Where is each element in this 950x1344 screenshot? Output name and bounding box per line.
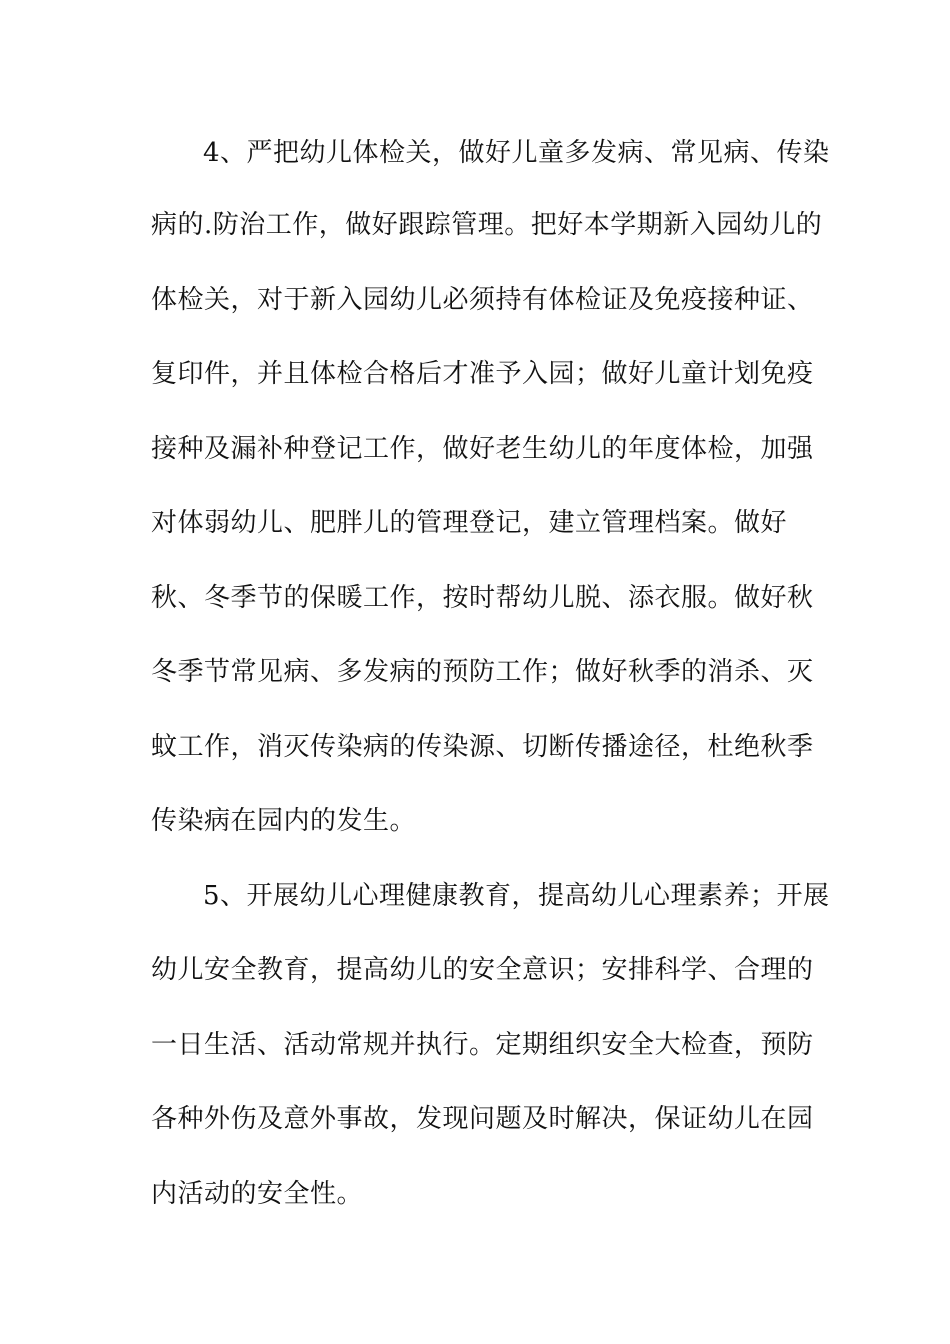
- paragraph-1-line-8: 冬季节常见病、多发病的预防工作；做好秋季的消杀、灭: [151, 657, 814, 687]
- paragraph-1-line-3: 体检关，对于新入园幼儿必须持有体检证及免疫接种证、: [151, 285, 814, 315]
- paragraph-1-line-1: 4、严把幼儿体检关，做好儿童多发病、常见病、传染: [203, 138, 830, 168]
- paragraph-2-line-2: 幼儿安全教育，提高幼儿的安全意识；安排科学、合理的: [151, 955, 814, 985]
- paragraph-2-line-1: 5、开展幼儿心理健康教育，提高幼儿心理素养；开展: [203, 881, 830, 911]
- paragraph-1-line-6: 对体弱幼儿、肥胖儿的管理登记，建立管理档案。做好: [151, 508, 788, 538]
- paragraph-1-line-10: 传染病在园内的发生。: [151, 806, 417, 836]
- paragraph-2-line-5: 内活动的安全性。: [151, 1179, 364, 1209]
- paragraph-1-line-2: 病的.防治工作，做好跟踪管理。把好本学期新入园幼儿的: [151, 210, 823, 240]
- paragraph-1-line-7: 秋、冬季节的保暖工作，按时帮幼儿脱、添衣服。做好秋: [151, 583, 814, 613]
- paragraph-1-line-5: 接种及漏补种登记工作，做好老生幼儿的年度体检，加强: [151, 434, 814, 464]
- paragraph-2-line-3: 一日生活、活动常规并执行。定期组织安全大检查，预防: [151, 1030, 814, 1060]
- paragraph-2-line-4: 各种外伤及意外事故，发现问题及时解决，保证幼儿在园: [151, 1104, 814, 1134]
- paragraph-1-line-4: 复印件，并且体检合格后才准予入园；做好儿童计划免疫: [151, 359, 814, 389]
- paragraph-1-line-9: 蚊工作，消灭传染病的传染源、切断传播途径，杜绝秋季: [151, 732, 814, 762]
